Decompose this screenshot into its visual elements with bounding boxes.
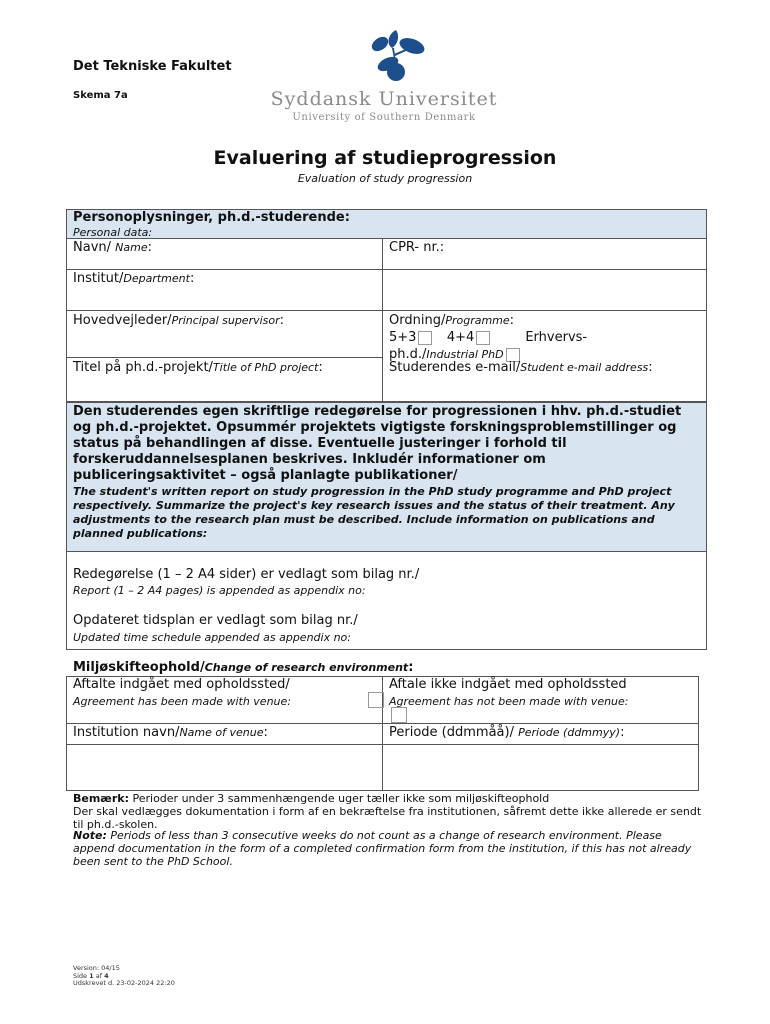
report-appendix-en[interactable]: Report (1 – 2 A4 pages) is appended as appendix no: — [73, 584, 366, 597]
personal-heading-en: Personal data: — [73, 226, 153, 239]
supervisor-field[interactable]: Hovedvejleder/Principal supervisor: — [73, 313, 285, 328]
programme-field: Ordning/Programme: 5+3 4+4 Erhvervs- ph.d./Industrial PhD — [389, 313, 588, 362]
logo-name: Syddansk Universitet — [270, 88, 498, 110]
schedule-appendix-label: Opdateret tidsplan er vedlagt som bilag nr./ — [73, 613, 358, 628]
footer: Version: 04/15 Side 1 af 4 Udskrevet d. 23-02-2024 22:20 — [73, 964, 175, 987]
not-agreed-label: Aftale ikke indgået med opholdssted — [389, 677, 627, 692]
report-instructions: Den studerendes egen skriftlige redegørelse for progressionen i hhv. ph.d.-studiet og ph.d.-projektet. Opsummér projektets vigtigste forskningsproblemstillinger og status på behandlingen af disse. Eventuelle justeringer i forhold til forskeruddannelsesplanen beskrives. Inkludér informationer om publiceringsaktivitet – også planlagte publikationer/ The student's written report on study progression in the PhD study programme and PhD project respectively. Summarize the project's key research issues and the status of their treatment. Any adjustments to the research plan must be described. Include information on publications and planned publications: — [73, 404, 682, 540]
period-field[interactable]: Periode (ddmmåå)/ Periode (ddmmyy): — [389, 725, 625, 740]
agreed-label: Aftalte indgået med opholdssted/ — [73, 677, 290, 692]
note-english: Note: Periods of less than 3 consecutive weeks do not count as a change of research environment. Please append documentation in the form of a completed confirmation form from the institution, if this has not already been sent to the PhD School. — [73, 829, 692, 868]
option-44-checkbox[interactable] — [476, 331, 490, 345]
agreed-checkbox[interactable] — [368, 692, 384, 708]
email-field[interactable]: Studerendes e-mail/Student e-mail address: — [389, 360, 653, 375]
university-logo — [268, 24, 500, 126]
cpr-field[interactable]: CPR- nr.: — [389, 240, 445, 255]
department-field[interactable]: Institut/Department: — [73, 271, 195, 286]
page-title: Evaluering af studieprogression — [213, 147, 557, 169]
not-agreed-checkbox[interactable] — [391, 707, 407, 723]
venue-field[interactable]: Institution navn/Name of venue: — [73, 725, 268, 740]
project-title-field[interactable]: Titel på ph.d.-projekt/Title of PhD project: — [73, 360, 323, 375]
option-53-checkbox[interactable] — [418, 331, 432, 345]
not-agreed-label-en: Agreement has not been made with venue: — [389, 695, 629, 708]
faculty-name: Det Tekniske Fakultet — [73, 59, 232, 74]
report-appendix-label: Redegørelse (1 – 2 A4 sider) er vedlagt som bilag nr./ — [73, 567, 420, 582]
schedule-appendix-en[interactable]: Updated time schedule appended as appendix no: — [73, 631, 352, 644]
tree-logo-icon — [268, 24, 500, 86]
name-field[interactable]: Navn/ Name: — [73, 240, 152, 255]
personal-heading: Personoplysninger, ph.d.-studerende: — [73, 210, 350, 225]
logo-subname: University of Southern Denmark — [292, 112, 476, 123]
note-danish: Bemærk: Perioder under 3 sammenhængende uger tæller ikke som miljøskifteophold Der skal vedlægges dokumentation i form af en bekræftelse fra institutionen, såfremt dette ikke allerede er sendt til ph.d.-skolen. — [73, 792, 702, 831]
page-subtitle: Evaluation of study progression — [297, 172, 473, 185]
form-id: Skema 7a — [73, 90, 128, 101]
agreed-label-en: Agreement has been made with venue: — [73, 695, 291, 708]
env-heading: Miljøskifteophold/Change of research environment: — [73, 660, 414, 675]
